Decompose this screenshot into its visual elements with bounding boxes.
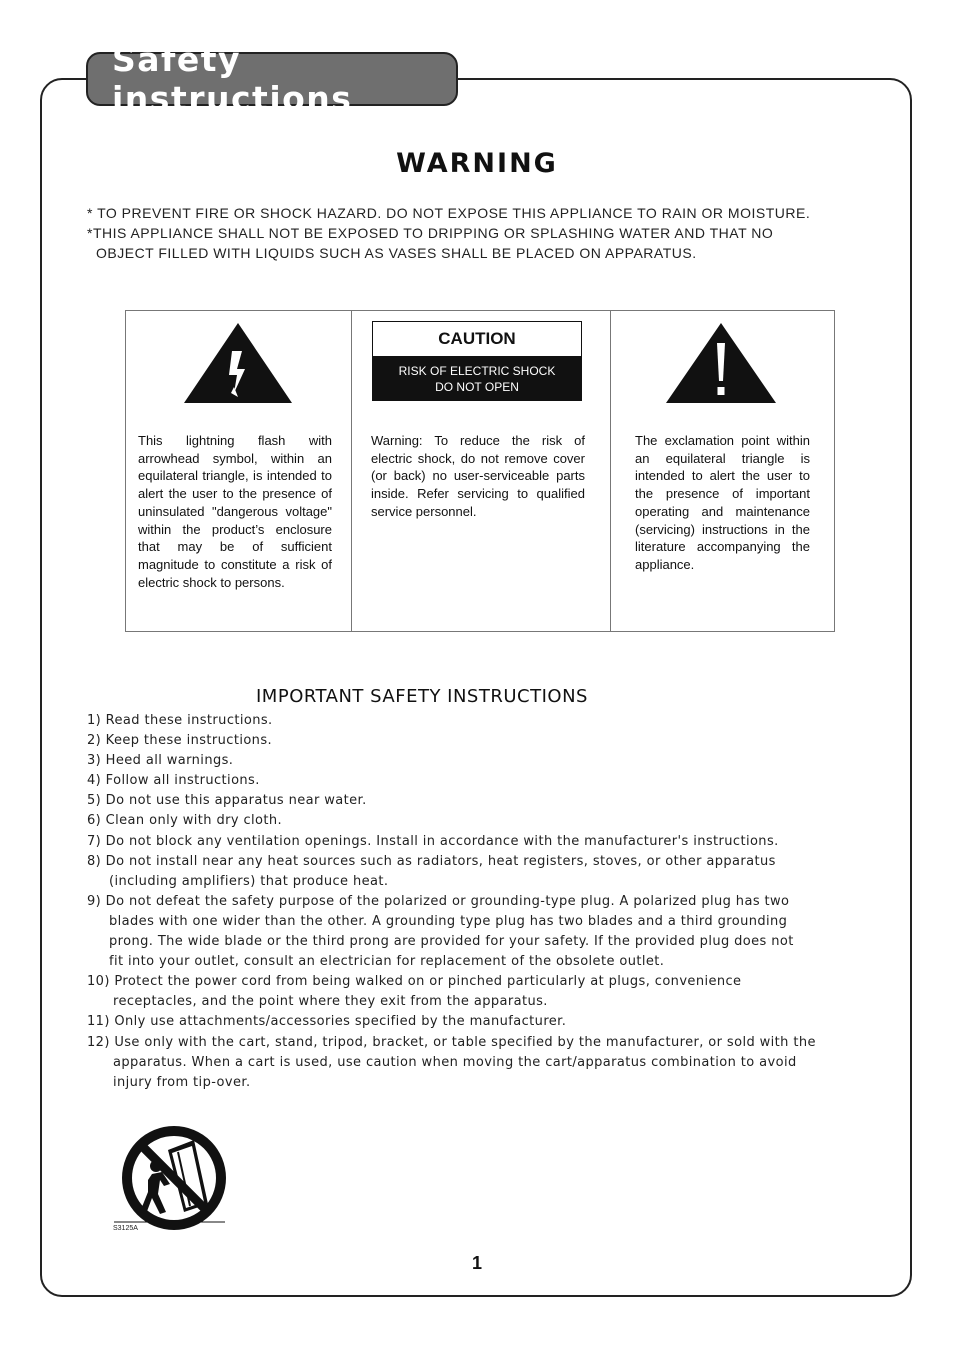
exclamation-triangle-icon (664, 321, 778, 405)
caution-label (372, 321, 582, 401)
page-number: 1 (471, 1253, 482, 1273)
list-item-text: blades with one wider than the other. A grounding type plug has two blades and a third grounding (109, 913, 788, 929)
instruction-list (87, 711, 827, 1093)
list-item-text: 3) Heed all warnings. (87, 753, 234, 769)
list-item (87, 711, 827, 731)
caution-subtext (373, 357, 581, 401)
exclamation-explanation: The exclamation point within an equilateral triangle is intended to alert the user to the presence of important operating and maintenance (servicing) instructions in the literature accompanying the appliance. (635, 433, 810, 572)
list-item (87, 791, 827, 811)
list-item (87, 811, 827, 831)
list-item (87, 852, 827, 892)
cart-symbol-code: S3125A (113, 1225, 138, 1232)
list-item (87, 892, 827, 972)
warning-line: * TO PREVENT FIRE OR SHOCK HAZARD. DO NOT EXPOSE THIS APPLIANCE TO RAIN OR MOISTURE. (87, 205, 811, 221)
list-item-text: prong. The wide blade or the third prong are provided for your safety. If the provided plug does not (109, 934, 794, 950)
lightning-explanation: This lightning flash with arrowhead symbol, within an equilateral triangle, is intended to alert the user to the presence of uninsulated "dangerous voltage" within the product’s enclosure that may be of sufficient magnitude to constitute a risk of electric shock to persons. (138, 433, 332, 590)
list-item-text: 9) Do not defeat the safety purpose of the polarized or grounding-type plug. A polarized plug has two (87, 893, 790, 909)
list-item (87, 1012, 827, 1032)
list-item (87, 832, 827, 852)
list-item-text: 8) Do not install near any heat sources such as radiators, heat registers, stoves, or other apparatus (87, 853, 776, 869)
list-item-text: receptacles, and the point where they exit from the apparatus. (113, 994, 548, 1010)
list-item-text: 12) Use only with the cart, stand, tripod, bracket, or table specified by the manufacturer, or sold with the (87, 1034, 816, 1050)
list-item-text: fit into your outlet, consult an electrician for replacement of the obsolete outlet. (109, 954, 665, 970)
warning-line: *THIS APPLIANCE SHALL NOT BE EXPOSED TO DRIPPING OR SPLASHING WATER AND THAT NO (87, 225, 774, 241)
caution-table (125, 310, 835, 632)
column-divider (351, 311, 352, 631)
list-item-text: injury from tip-over. (113, 1074, 251, 1090)
list-item-text: 11) Only use attachments/accessories specified by the manufacturer. (87, 1014, 567, 1030)
warning-text (87, 203, 847, 263)
list-item-text: 7) Do not block any ventilation openings. Install in accordance with the manufacturer's instructions. (87, 833, 779, 849)
cart-tipover-icon (112, 1122, 227, 1234)
list-item-text: 4) Follow all instructions. (87, 773, 260, 789)
page-title: Safety instructions (112, 40, 353, 118)
list-item (87, 771, 827, 791)
warning-line: OBJECT FILLED WITH LIQUIDS SUCH AS VASES SHALL BE PLACED ON APPARATUS. (96, 245, 697, 261)
caution-title: CAUTION (373, 322, 581, 357)
list-item (87, 1033, 827, 1093)
caution-explanation: Warning: To reduce the risk of electric shock, do not remove cover (or back) no user-serviceable parts inside. Refer servicing to qualified service personnel. (371, 433, 585, 519)
caution-line: RISK OF ELECTRIC SHOCK (398, 364, 556, 378)
list-item-text: 10) Protect the power cord from being walked on or pinched particularly at plugs, convenience (87, 974, 742, 990)
lightning-triangle-icon (182, 321, 294, 405)
list-item-text: 6) Clean only with dry cloth. (87, 813, 283, 829)
list-item (87, 751, 827, 771)
list-item-text: 2) Keep these instructions. (87, 733, 273, 749)
warning-heading: WARNING (396, 148, 558, 179)
list-item-text: (including amplifiers) that produce heat. (109, 873, 389, 889)
list-item-text: 1) Read these instructions. (87, 713, 273, 728)
column-divider (610, 311, 611, 631)
list-item (87, 731, 827, 751)
caution-line: DO NOT OPEN (435, 380, 519, 394)
important-heading: IMPORTANT SAFETY INSTRUCTIONS (256, 686, 588, 707)
list-item (87, 972, 827, 1012)
list-item-text: apparatus. When a cart is used, use caution when moving the cart/apparatus combination to avoid (113, 1054, 797, 1070)
title-tab (86, 40, 458, 118)
list-item-text: 5) Do not use this apparatus near water. (87, 793, 367, 809)
